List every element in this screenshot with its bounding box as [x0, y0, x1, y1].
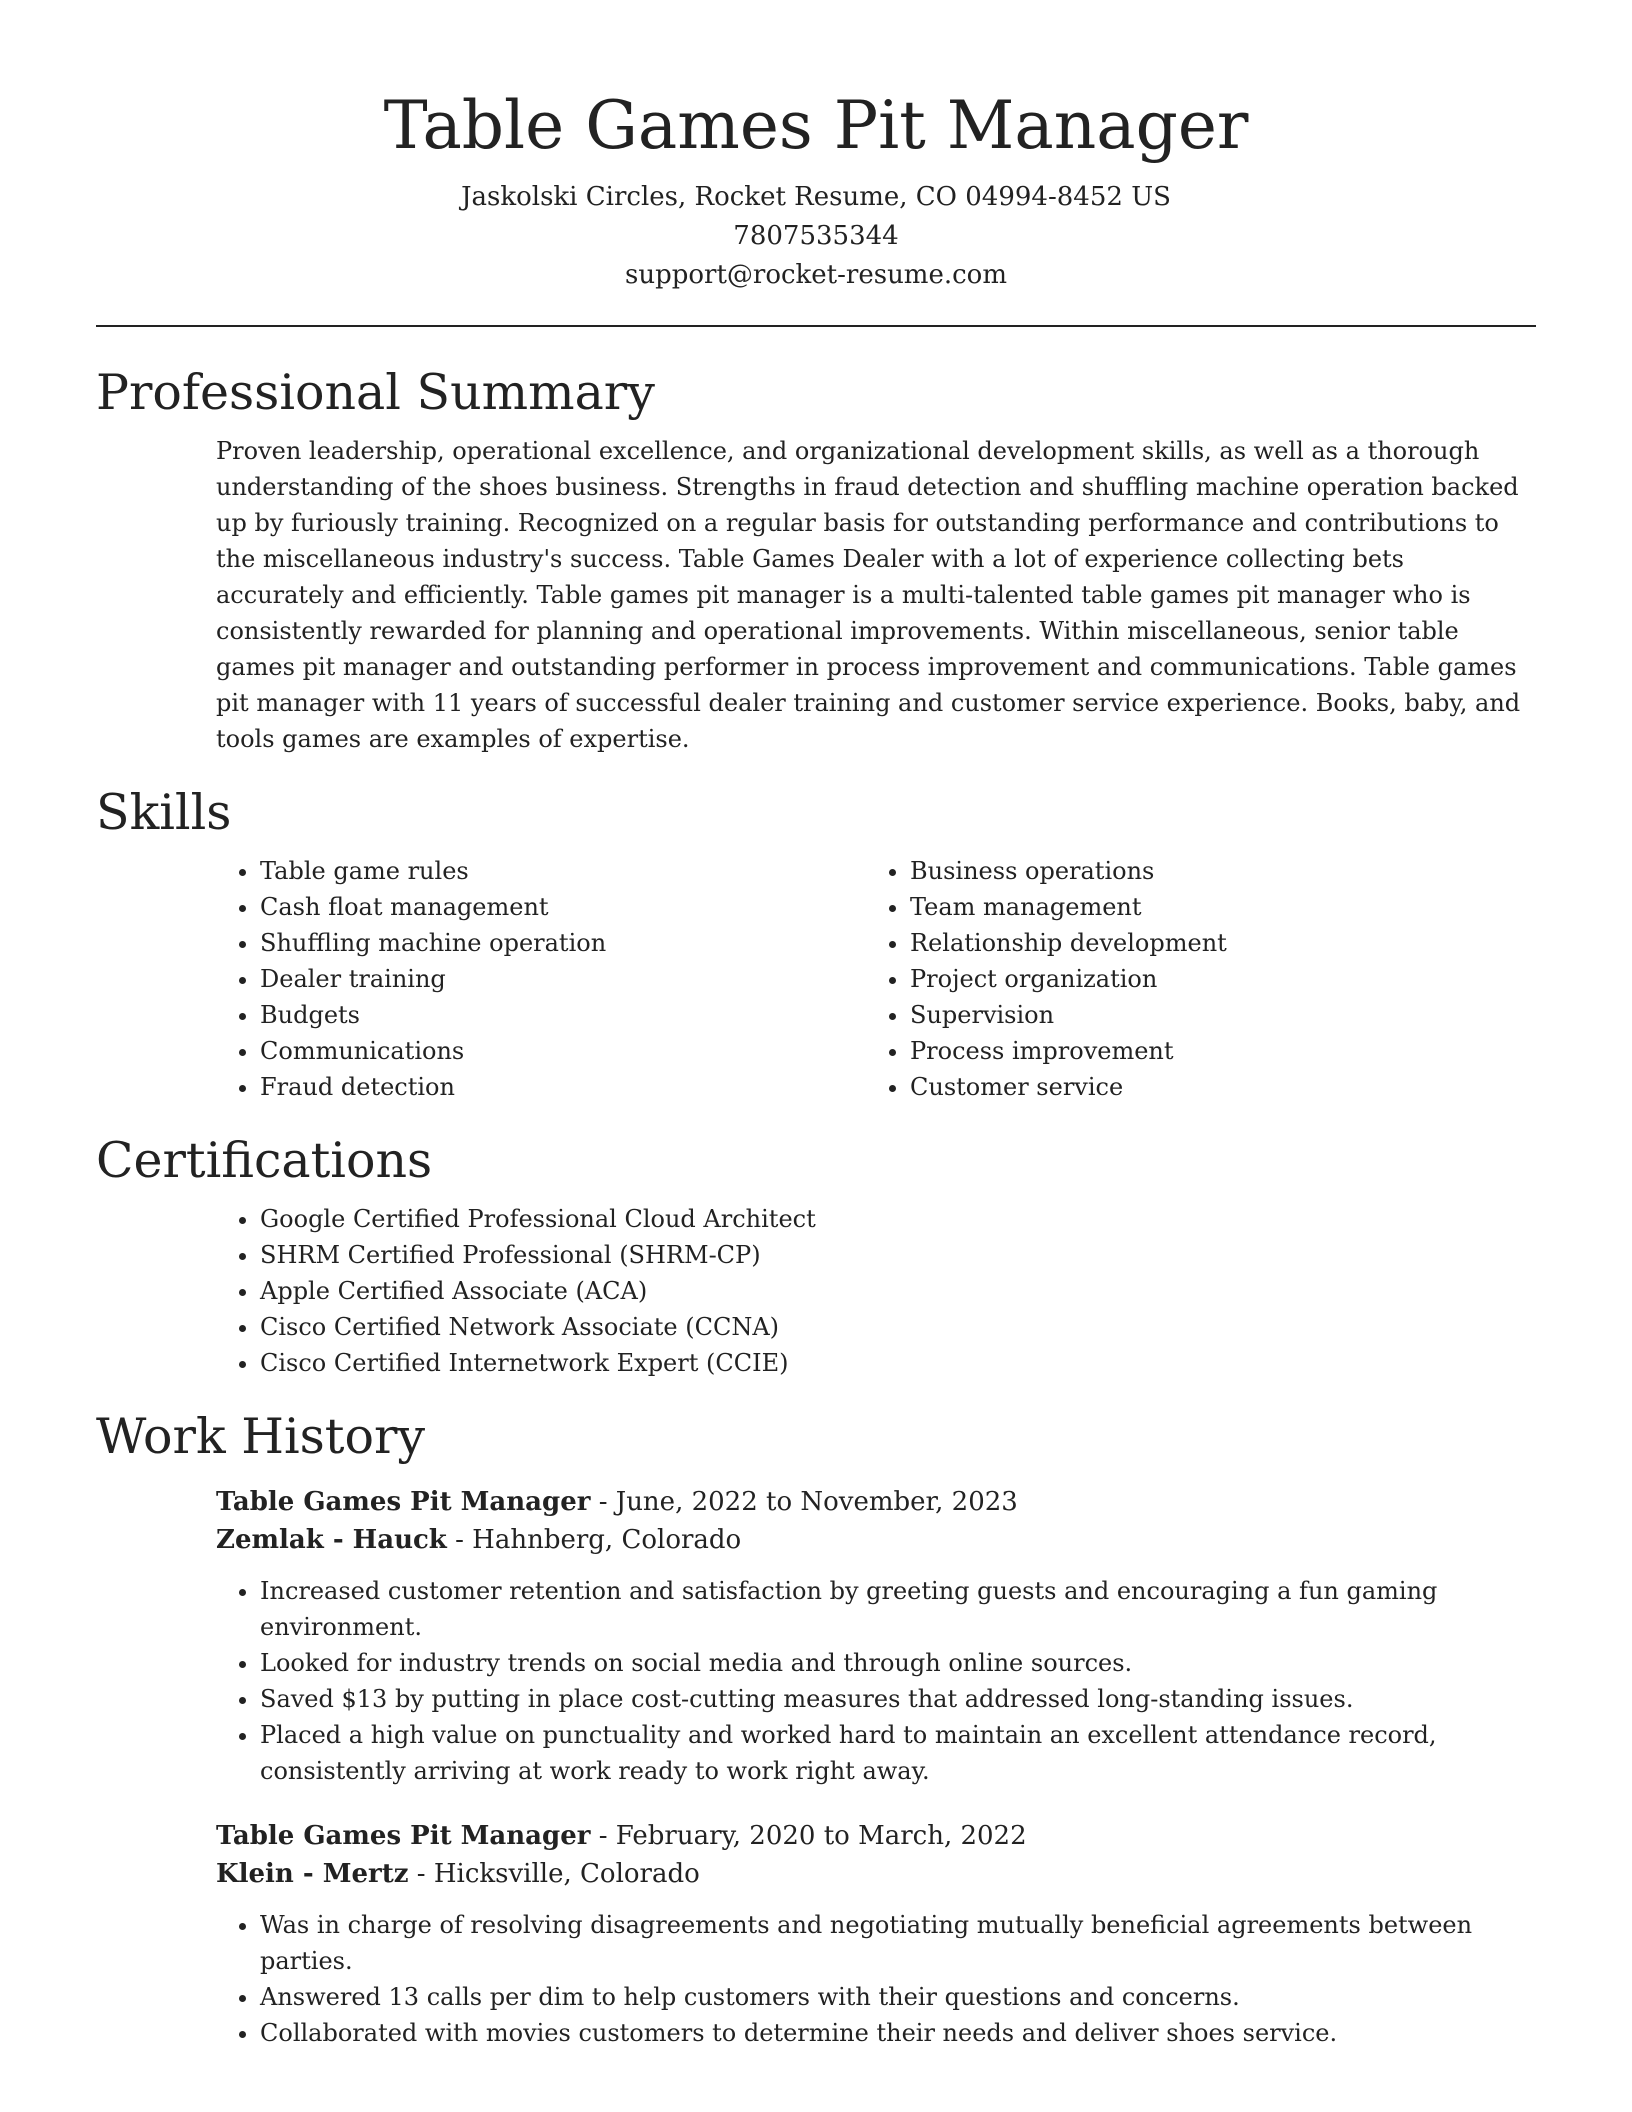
certification-item: • SHRM Certified Professional (SHRM-CP): [260, 1237, 1536, 1273]
certifications-list: [216, 1201, 1536, 1381]
job-bullet: • Saved $13 by putting in place cost-cutting measures that addressed long-standing issues.: [260, 1681, 1536, 1717]
certification-item: • Cisco Certified Network Associate (CCNA): [260, 1309, 1536, 1345]
certification-item: • Cisco Certified Internetwork Expert (CCIE): [260, 1345, 1536, 1381]
job-bullets: [216, 1573, 1536, 1789]
job-bullets: [216, 1907, 1536, 2051]
summary-text: Proven leadership, operational excellence, and organizational development skills, as well as a thorough understanding of the shoes business. Strengths in fraud detection and shuffling machine operation backed up by furiously training. Recognized on a regular basis for outstanding performance and contributions to the miscellaneous industry's success. Table Games Dealer with a lot of experience collecting bets accurately and efficiently. Table games pit manager is a multi-talented table games pit manager who is consistently rewarded for planning and operational improvements. Within miscellaneous, senior table games pit manager and outstanding performer in process improvement and communications. Table games pit manager with 11 years of successful dealer training and customer service experience. Books, baby, and tools games are examples of expertise.: [216, 437, 1521, 753]
skill-item: • Process improvement: [910, 1033, 1516, 1069]
section-title-certifications: Certifications: [96, 1132, 433, 1189]
address: Jaskolski Circles, Rocket Resume, CO 04994-8452 US: [461, 182, 1171, 212]
job-bullet: • Increased customer retention and satisfaction by greeting guests and encouraging a fun gaming environment.: [260, 1573, 1536, 1645]
job-dates: February, 2020 to March, 2022: [615, 1821, 1027, 1851]
job-location: Hicksville, Colorado: [433, 1859, 700, 1889]
job-dates: June, 2022 to November, 2023: [615, 1487, 1018, 1517]
job-company-line: Zemlak - Hauck - Hahnberg, Colorado: [216, 1525, 742, 1555]
skill-item: • Fraud detection: [260, 1069, 866, 1105]
resume-header: [96, 0, 1536, 295]
job-bullet: • Looked for industry trends on social media and through online sources.: [260, 1645, 1536, 1681]
email-address: support@rocket-resume.com: [624, 260, 1007, 290]
job-title-line: Table Games Pit Manager - June, 2022 to November, 2023: [216, 1487, 1018, 1517]
skill-item: • Communications: [260, 1033, 866, 1069]
skill-item: • Customer service: [910, 1069, 1516, 1105]
certification-item: • Apple Certified Associate (ACA): [260, 1273, 1536, 1309]
skill-item: • Relationship development: [910, 925, 1516, 961]
job-role: Table Games Pit Manager: [216, 1821, 591, 1851]
job-bullet: • Was in charge of resolving disagreements and negotiating mutually beneficial agreements between parties.: [260, 1907, 1536, 1979]
job-company: Klein - Mertz: [216, 1859, 409, 1889]
job-entry: [216, 1817, 1536, 2051]
section-title-skills: Skills: [96, 784, 232, 841]
section-title-work-history: Work History: [96, 1408, 426, 1465]
skills-column-left: [216, 853, 866, 1105]
skill-item: • Table game rules: [260, 853, 866, 889]
job-title-line: Table Games Pit Manager - February, 2020 to March, 2022: [216, 1821, 1027, 1851]
skill-item: • Business operations: [910, 853, 1516, 889]
skill-item: • Budgets: [260, 997, 866, 1033]
job-bullet: • Collaborated with movies customers to determine their needs and deliver shoes service.: [260, 2015, 1536, 2051]
job-entry: [216, 1483, 1536, 1789]
job-bullet: • Placed a high value on punctuality and worked hard to maintain an excellent attendance record, consistently arriving at work ready to work right away.: [260, 1717, 1536, 1789]
work-history-section: [96, 1405, 1536, 2051]
contact-block: [96, 178, 1536, 295]
job-bullet: • Answered 13 calls per dim to help customers with their questions and concerns.: [260, 1979, 1536, 2015]
header-divider: [96, 325, 1536, 327]
candidate-name: Table Games Pit Manager: [383, 87, 1249, 164]
skill-item: • Supervision: [910, 997, 1516, 1033]
skills-column-right: [866, 853, 1516, 1105]
job-company-line: Klein - Mertz - Hicksville, Colorado: [216, 1859, 700, 1889]
certifications-section: [96, 1129, 1536, 1381]
skills-section: [96, 781, 1536, 1105]
skills-grid: [216, 853, 1536, 1105]
skill-item: • Cash float management: [260, 889, 866, 925]
skill-item: • Dealer training: [260, 961, 866, 997]
skill-item: • Project organization: [910, 961, 1516, 997]
phone-number: 7807535344: [733, 221, 899, 251]
certification-item: • Google Certified Professional Cloud Architect: [260, 1201, 1536, 1237]
skill-item: • Shuffling machine operation: [260, 925, 866, 961]
section-title-summary: Professional Summary: [96, 364, 655, 421]
job-location: Hahnberg, Colorado: [472, 1525, 742, 1555]
skill-item: • Team management: [910, 889, 1516, 925]
job-role: Table Games Pit Manager: [216, 1487, 591, 1517]
job-company: Zemlak - Hauck: [216, 1525, 447, 1555]
professional-summary-section: [96, 361, 1536, 757]
